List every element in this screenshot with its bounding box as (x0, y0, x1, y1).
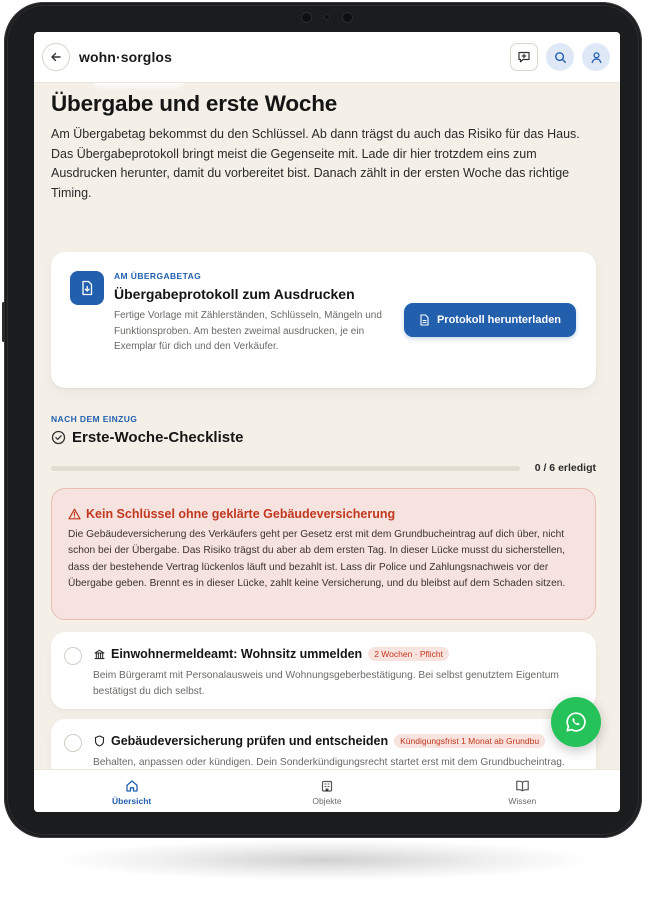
task-card[interactable] (51, 719, 596, 769)
volume-button (2, 302, 5, 342)
checklist-progress-bar (51, 466, 520, 471)
warning-title (68, 507, 395, 521)
page-intro: Am Übergabetag bekommst du den Schlüssel. Ab dann trägst du auch das Risiko für das Haus. Das Übergabeprotokoll bringt meist die Gegenseite mit. Lade dir hier trotzdem eins zum Ausdrucken herunter, damit du vorbereitet bist. Danach zählt in der ersten Woche das richtige Timing. (51, 127, 580, 200)
warning-text: Die Gebäudeversicherung des Verkäufers geht per Gesetz erst mit dem Grundbucheintrag auf dich über, nicht schon bei der Übergabe. Das Risiko trägst du aber ab dem ersten Tag. In dieser Lücke musst du sicherstellen, dass der bestehende Vertrag lückenlos läuft und bezahlt ist. Lass dir Police und Zahlungsnachweis vor der Übergabe geben. Brennt es in dieser Lücke, zahlt keine Versicherung, und du bleibst auf dem Schaden sitzen. (68, 529, 566, 589)
nav-item-overview[interactable] (34, 770, 229, 812)
scroll-fade (94, 83, 184, 87)
building-icon (320, 779, 334, 793)
building-icon (93, 648, 105, 660)
device-shadow (60, 840, 590, 880)
whatsapp-button[interactable] (551, 697, 601, 747)
handover-title: Übergabeprotokoll zum Ausdrucken (114, 286, 355, 302)
back-button[interactable] (42, 43, 70, 71)
file-icon (419, 314, 430, 326)
handover-kicker: AM ÜBERGABETAG (114, 271, 202, 281)
tablet-frame (4, 2, 642, 838)
handover-card-icon (70, 271, 104, 305)
checklist-progress-label: 0 / 6 erledigt (534, 462, 596, 474)
camera-icon (302, 13, 311, 22)
task-checkbox[interactable] (64, 734, 82, 752)
camera-icon (343, 13, 352, 22)
main-content[interactable] (34, 83, 620, 769)
download-button-label: Protokoll herunterladen (436, 314, 562, 326)
user-icon (590, 51, 603, 64)
checklist-title-text: Erste-Woche-Checkliste (72, 429, 244, 446)
file-download-icon (79, 280, 95, 296)
task-header (93, 647, 449, 661)
whatsapp-icon (564, 710, 588, 734)
download-protocol-button[interactable] (404, 303, 576, 337)
profile-button[interactable] (582, 43, 610, 71)
task-checkbox[interactable] (64, 647, 82, 665)
task-card[interactable] (51, 632, 596, 709)
task-title: Gebäudeversicherung prüfen und entscheiden (111, 734, 389, 748)
task-header (93, 734, 545, 748)
nav-item-objects[interactable] (229, 770, 424, 812)
search-icon (554, 51, 567, 64)
app-screen (34, 32, 620, 812)
handover-protocol-card (51, 252, 596, 388)
sensor-icon (325, 15, 329, 19)
arrow-left-icon (50, 51, 62, 63)
search-button[interactable] (546, 43, 574, 71)
nav-item-knowledge[interactable] (425, 770, 620, 812)
nav-label: Wissen (508, 795, 537, 806)
task-title: Einwohnermeldeamt: Wohnsitz ummelden (111, 647, 363, 661)
nav-label: Übersicht (112, 795, 152, 806)
task-description: Beim Bürgeramt mit Personalausweis und Wohnungsgeberbestätigung. Bei selbst genutztem Eigentum bestätigst du dich selbst. (93, 670, 559, 697)
shield-icon (93, 735, 105, 747)
camera-bar (277, 8, 377, 26)
home-icon (125, 779, 139, 793)
insurance-warning-card (51, 488, 596, 620)
chat-plus-icon (517, 50, 531, 64)
task-deadline-badge: Kündigungsfrist 1 Monat ab Grundbu (394, 734, 545, 748)
book-icon (515, 779, 530, 793)
brand-logo[interactable]: wohn·sorglos (79, 49, 172, 65)
check-circle-icon (51, 430, 66, 445)
app-header (34, 32, 620, 83)
header-actions (510, 43, 610, 71)
handover-description: Fertige Vorlage mit Zählerständen, Schlüsseln, Mängeln und Funktionsproben. Am besten zweimal ausdrucken, je ein Exemplar für dich und den Verkäufer. (114, 310, 382, 352)
warning-triangle-icon (68, 508, 81, 520)
task-deadline-badge: 2 Wochen · Pflicht (368, 647, 449, 661)
checklist-kicker: NACH DEM EINZUG (51, 414, 138, 424)
warning-title-text: Kein Schlüssel ohne geklärte Gebäudeversicherung (86, 507, 396, 521)
page-title: Übergabe und erste Woche (51, 91, 338, 116)
checklist-title (51, 429, 243, 446)
new-chat-button[interactable] (510, 43, 538, 71)
task-description: Behalten, anpassen oder kündigen. Dein Sonderkündigungsrecht startet erst mit dem Grundbucheintrag. (93, 757, 565, 768)
bottom-navigation (34, 769, 620, 812)
nav-label: Objekte (312, 795, 342, 806)
